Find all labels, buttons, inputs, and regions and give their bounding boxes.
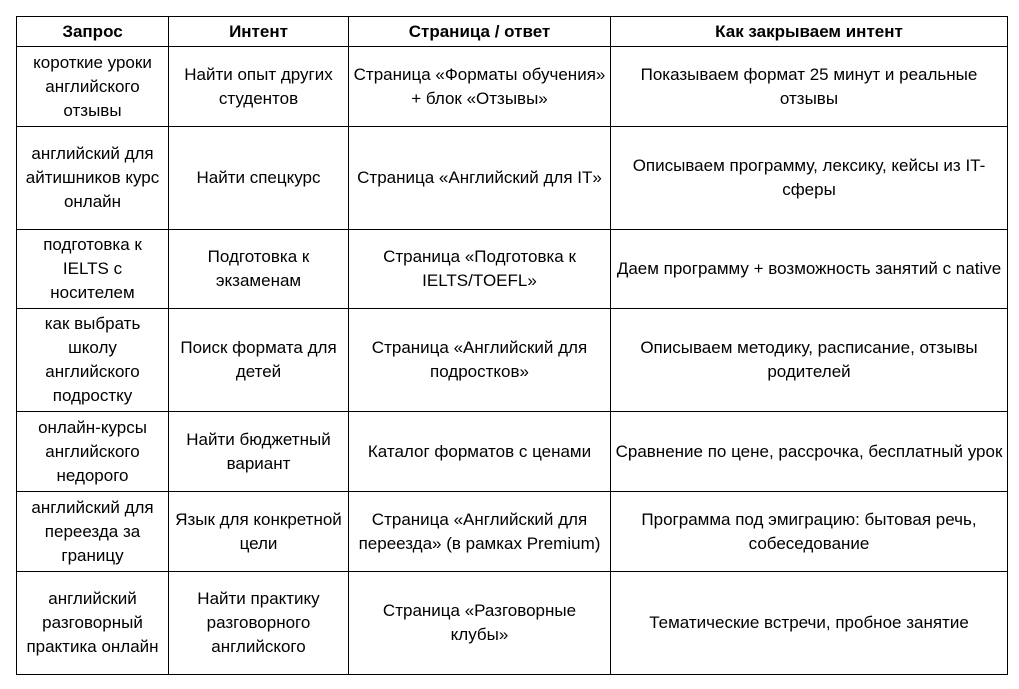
cell-intent: Подготовка к экзаменам <box>169 230 349 309</box>
cell-query: онлайн-курсы английского недорого <box>17 412 169 492</box>
cell-query: короткие уроки английского отзывы <box>17 47 169 127</box>
cell-solution: Описываем программу, лексику, кейсы из IT-сферы <box>611 127 1008 230</box>
header-row <box>17 17 1008 47</box>
cell-query: английский для айтишников курс онлайн <box>17 127 169 230</box>
table-body <box>17 47 1008 675</box>
cell-page: Страница «Английский для IT» <box>349 127 611 230</box>
header-page-answer: Страница / ответ <box>349 17 611 47</box>
cell-page: Каталог форматов с ценами <box>349 412 611 492</box>
cell-intent: Найти спецкурс <box>169 127 349 230</box>
header-how-close-intent: Как закрываем интент <box>611 17 1008 47</box>
table-row <box>17 412 1008 492</box>
cell-page: Страница «Форматы обучения» + блок «Отзывы» <box>349 47 611 127</box>
header-query: Запрос <box>17 17 169 47</box>
table-row <box>17 230 1008 309</box>
table-row <box>17 572 1008 675</box>
cell-solution: Тематические встречи, пробное занятие <box>611 572 1008 675</box>
cell-solution: Показываем формат 25 минут и реальные отзывы <box>611 47 1008 127</box>
cell-solution: Описываем методику, расписание, отзывы родителей <box>611 309 1008 412</box>
table-row <box>17 309 1008 412</box>
table-header <box>17 17 1008 47</box>
cell-query: английский разговорный практика онлайн <box>17 572 169 675</box>
cell-intent: Язык для конкретной цели <box>169 492 349 572</box>
cell-query: английский для переезда за границу <box>17 492 169 572</box>
cell-intent: Поиск формата для детей <box>169 309 349 412</box>
cell-intent: Найти бюджетный вариант <box>169 412 349 492</box>
cell-solution: Сравнение по цене, рассрочка, бесплатный урок <box>611 412 1008 492</box>
cell-query: как выбрать школу английского подростку <box>17 309 169 412</box>
document-page <box>16 16 1008 675</box>
cell-page: Страница «Подготовка к IELTS/TOEFL» <box>349 230 611 309</box>
cell-page: Страница «Разговорные клубы» <box>349 572 611 675</box>
cell-query: подготовка к IELTS с носителем <box>17 230 169 309</box>
cell-page: Страница «Английский для переезда» (в рамках Premium) <box>349 492 611 572</box>
cell-page: Страница «Английский для подростков» <box>349 309 611 412</box>
table-row <box>17 47 1008 127</box>
table-row <box>17 127 1008 230</box>
header-intent: Интент <box>169 17 349 47</box>
seo-intent-table <box>16 16 1008 675</box>
cell-solution: Программа под эмиграцию: бытовая речь, собеседование <box>611 492 1008 572</box>
cell-intent: Найти практику разговорного английского <box>169 572 349 675</box>
cell-solution: Даем программу + возможность занятий с native <box>611 230 1008 309</box>
cell-intent: Найти опыт других студентов <box>169 47 349 127</box>
table-row <box>17 492 1008 572</box>
